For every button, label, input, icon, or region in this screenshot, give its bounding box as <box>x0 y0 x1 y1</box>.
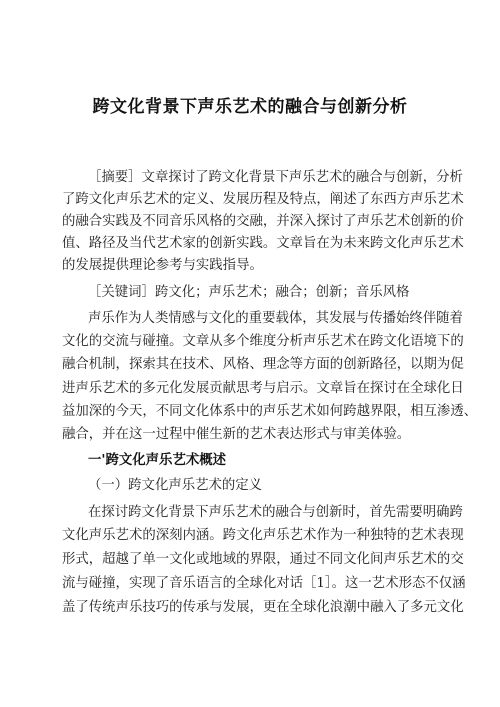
subsection-heading: （一）跨文化声乐艺术的定义 <box>88 478 263 493</box>
intro-line: 益加深的今天，不同文化体系中的声乐艺术如何跨越界限，相互渗透、 <box>62 404 478 419</box>
intro-line: 融合机制，探索其在技术、风格、理念等方面的创新路径，以期为促 <box>62 357 464 372</box>
abstract-line: 值、路径及当代艺术家的创新实践。文章旨在为未来跨文化声乐艺术 <box>62 236 464 251</box>
intro-line: 声乐作为人类情感与文化的重要载体，其发展与传播始终伴随着 <box>88 311 463 326</box>
body-line: 在探讨跨文化背景下声乐艺术的融合与创新时，首先需要明确跨 <box>88 505 463 520</box>
intro-line: 进声乐艺术的多元化发展贡献思考与启示。文章旨在探讨在全球化日 <box>62 381 464 396</box>
keywords-line: ［关键词］跨文化；声乐艺术；融合；创新；音乐风格 <box>88 285 410 300</box>
body-line: 文化声乐艺术的深刻内涵。跨文化声乐艺术作为一种独特的艺术表现 <box>62 528 464 543</box>
abstract-line: 了跨文化声乐艺术的定义、发展历程及特点，阐述了东西方声乐艺术 <box>62 192 464 207</box>
abstract-line: 的发展提供理论参考与实践指导。 <box>62 258 263 273</box>
abstract-line: ［摘要］文章探讨了跨文化背景下声乐艺术的融合与创新，分析 <box>88 170 463 185</box>
section-heading: 一'跨文化声乐艺术概述 <box>88 453 227 468</box>
body-line: 形式，超越了单一文化或地域的界限，通过不同文化间声乐艺术的交 <box>62 552 464 567</box>
body-line: 流与碰撞，实现了音乐语言的全球化对话［1］。这一艺术形态不仅涵 <box>62 576 466 591</box>
body-line: 盖了传统声乐技巧的传承与发展，更在全球化浪潮中融入了多元文化 <box>62 600 464 615</box>
abstract-line: 的融合实践及不同音乐风格的交融，并深入探讨了声乐艺术创新的价 <box>62 214 464 229</box>
intro-line: 文化的交流与碰撞。文章从多个维度分析声乐艺术在跨文化语境下的 <box>62 334 464 349</box>
page-title: 跨文化背景下声乐艺术的融合与创新分析 <box>92 97 408 117</box>
intro-line: 融合，并在这一过程中催生新的艺术表达形式与审美体验。 <box>62 427 411 442</box>
